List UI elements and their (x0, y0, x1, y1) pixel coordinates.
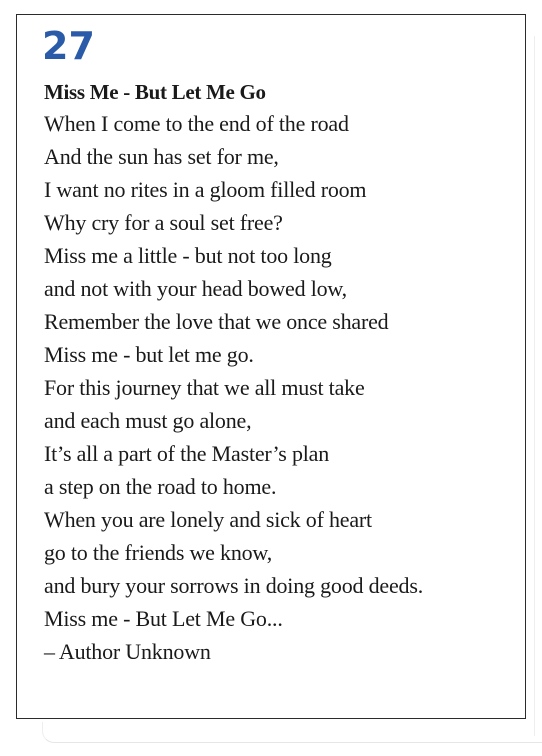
poem (44, 78, 504, 668)
poem-line: When I come to the end of the road (44, 111, 349, 136)
poem-line: and not with your head bowed low, (44, 276, 347, 301)
poem-line: Remember the love that we once shared (44, 309, 389, 334)
poem-line: When you are lonely and sick of heart (44, 507, 372, 532)
poem-line: For this journey that we all must take (44, 375, 365, 400)
poem-line: and each must go alone, (44, 408, 252, 433)
poem-line: and bury your sorrows in doing good deeds. (44, 573, 423, 598)
poem-line: It’s all a part of the Master’s plan (44, 441, 330, 466)
poem-line: Miss me - but let me go. (44, 342, 254, 367)
poem-line: I want no rites in a gloom filled room (44, 177, 367, 202)
poem-line: And the sun has set for me, (44, 144, 279, 169)
poem-line: Miss me - But Let Me Go... (44, 606, 283, 631)
poem-line: Miss me a little - but not too long (44, 243, 332, 268)
poem-attribution: – Author Unknown (44, 639, 211, 664)
page-edge (534, 36, 542, 736)
poem-title: Miss Me - But Let Me Go (44, 80, 266, 104)
poem-line: a step on the road to home. (44, 474, 277, 499)
poem-line: Why cry for a soul set free? (44, 210, 283, 235)
page-edge-bottom (42, 722, 542, 743)
poem-line: go to the friends we know, (44, 540, 272, 565)
page-number: 27 (42, 24, 95, 68)
